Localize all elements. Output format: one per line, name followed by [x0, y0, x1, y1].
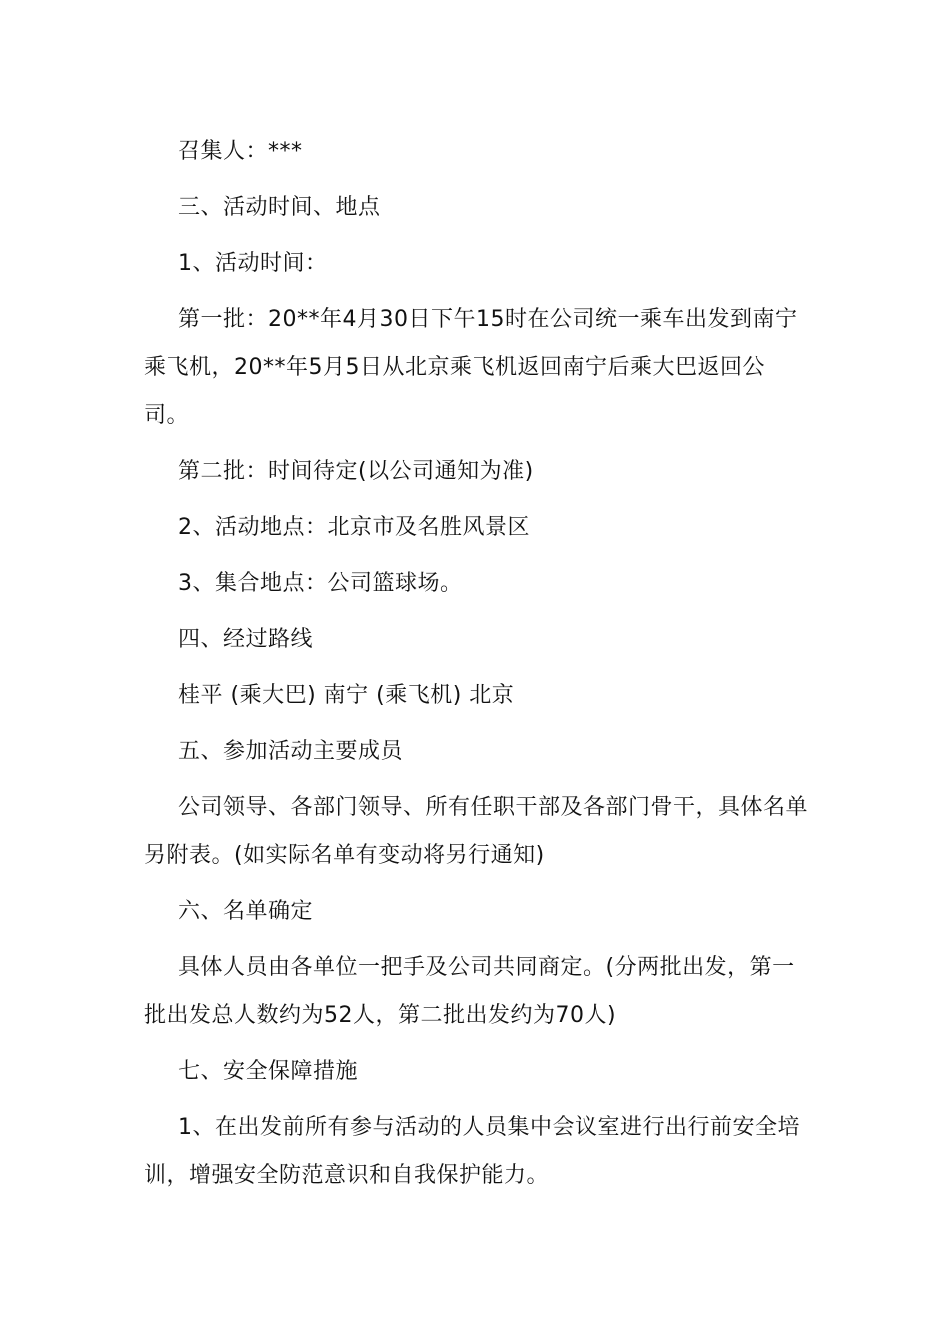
- convener-line: 召集人：***: [178, 139, 303, 164]
- document-body: [144, 128, 809, 1208]
- batch-one-schedule: 第一批：20**年4月30日下午15时在公司统一乘车出发到南宁乘飞机，20**年5月5日从北京乘飞机返回南宁后乘大巴返回公司。: [144, 307, 798, 428]
- activity-location: 2、活动地点：北京市及名胜风景区: [178, 515, 530, 540]
- route-text: 桂平 (乘大巴) 南宁 (乘飞机) 北京: [178, 683, 515, 708]
- section-heading-list-confirm: 六、名单确定: [178, 899, 314, 924]
- activity-time-label: 1、活动时间：: [178, 251, 328, 276]
- batch-two-schedule: 第二批：时间待定(以公司通知为准): [178, 459, 534, 484]
- section-heading-safety: 七、安全保障措施: [178, 1059, 359, 1084]
- section-heading-route: 四、经过路线: [178, 627, 314, 652]
- safety-measure-1: 1、在出发前所有参与活动的人员集中会议室进行出行前安全培训，增强安全防范意识和自我保护能力。: [144, 1115, 800, 1188]
- gathering-location: 3、集合地点：公司篮球场。: [178, 571, 463, 596]
- section-heading-members: 五、参加活动主要成员: [178, 739, 404, 764]
- section-heading-time-location: 三、活动时间、地点: [178, 195, 381, 220]
- list-confirm-text: 具体人员由各单位一把手及公司共同商定。(分两批出发，第一批出发总人数约为52人，第二批出发约为70人): [144, 955, 795, 1028]
- members-text: 公司领导、各部门领导、所有任职干部及各部门骨干，具体名单另附表。(如实际名单有变动将另行通知): [144, 795, 809, 868]
